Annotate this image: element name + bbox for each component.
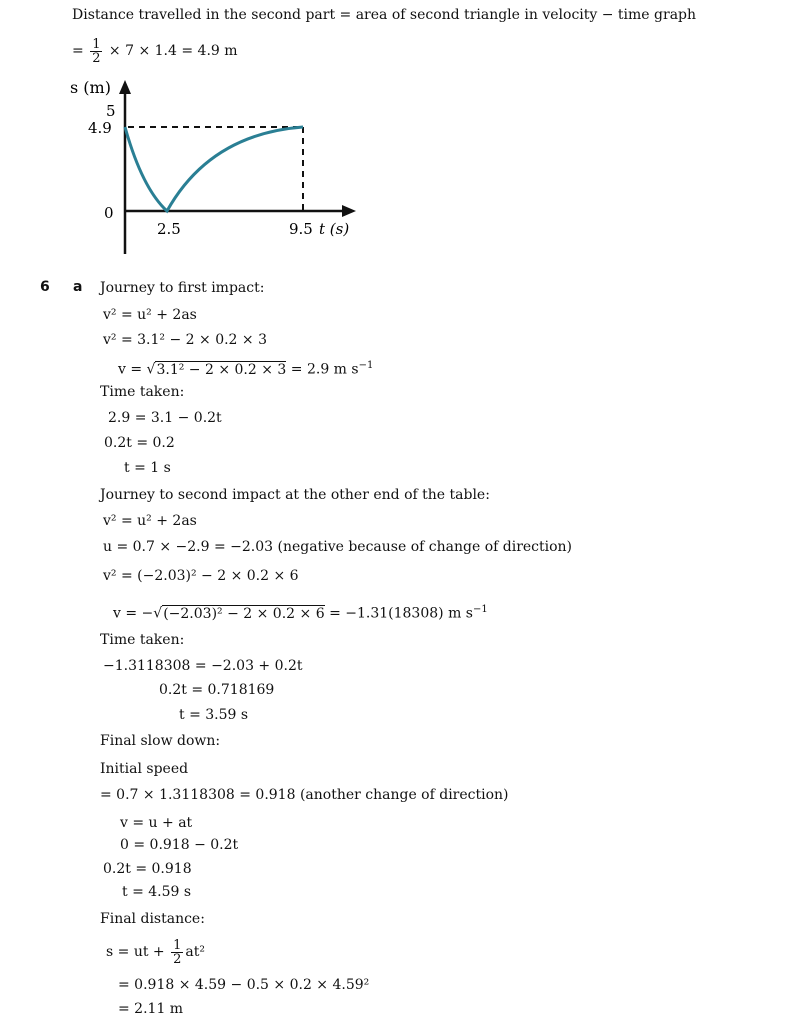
eq-s-formula <box>106 935 205 969</box>
journey-first-heading: Journey to first impact: <box>100 280 265 296</box>
final-slow-heading: Final slow down: <box>100 733 221 749</box>
eq-v2-general-1: v² = u² + 2as <box>103 307 197 323</box>
eq7-sup: −1 <box>472 604 488 615</box>
time-eq-1b: 0.2t = 0.2 <box>104 435 175 451</box>
eq-v2-general-2: v² = u² + 2as <box>103 513 197 529</box>
time-eq-1c: t = 1 s <box>124 460 171 476</box>
s-fraction <box>171 939 183 966</box>
time-taken-heading-2: Time taken: <box>100 632 185 648</box>
eq3-radicand: 3.1² − 2 × 0.2 × 3 <box>156 361 287 378</box>
eq3-post: = 2.9 m s <box>286 361 359 378</box>
time-eq-2c: t = 3.59 s <box>179 707 249 723</box>
y-axis-arrow <box>119 80 131 94</box>
intro-fraction <box>90 38 102 65</box>
x-axis-arrow <box>342 205 356 217</box>
eq-0-2t: 0.2t = 0.918 <box>103 861 192 877</box>
time-eq-2b: 0.2t = 0.718169 <box>159 682 275 698</box>
x-tick-2-5: 2.5 <box>157 220 181 238</box>
s-frac-num: 1 <box>173 937 182 953</box>
eq-zero: 0 = 0.918 − 0.2t <box>120 837 239 853</box>
time-eq-1a: 2.9 = 3.1 − 0.2t <box>108 410 222 426</box>
y-axis-label: s (m) <box>70 78 111 97</box>
journey-second-heading: Journey to second impact at the other end of the table: <box>100 487 490 503</box>
eq-s-values: = 0.918 × 4.59 − 0.5 × 0.2 × 4.59² <box>118 977 370 993</box>
displacement-curve <box>125 127 303 211</box>
initial-speed-heading: Initial speed <box>100 761 189 777</box>
intro-eq-rest: × 7 × 1.4 = 4.9 m <box>108 43 238 59</box>
eq-v-sqrt-2 <box>113 601 488 623</box>
eq3-pre: v = √ <box>118 361 156 378</box>
eq-v-sqrt-1 <box>118 357 373 379</box>
intro-frac-den: 2 <box>92 50 101 66</box>
distance-time-graph <box>60 76 380 256</box>
intro-frac-num: 1 <box>92 36 101 52</box>
eq7-pre: v = −√ <box>113 605 163 622</box>
s-pre: s = ut + <box>106 944 165 960</box>
final-distance-heading: Final distance: <box>100 911 205 927</box>
intro-eq-prefix: = <box>72 43 84 59</box>
eq-v-u-at: v = u + at <box>120 815 193 831</box>
initial-speed-eq: = 0.7 × 1.3118308 = 0.918 (another change of direction) <box>100 787 509 803</box>
intro-heading: Distance travelled in the second part = area of second triangle in velocity − time graph <box>72 7 697 23</box>
question-part: a <box>73 279 83 295</box>
x-tick-9-5: 9.5 <box>289 220 313 238</box>
eq7-post: = −1.31(18308) m s <box>324 605 473 622</box>
eq-v2-values-2: v² = (−2.03)² − 2 × 0.2 × 6 <box>103 568 299 584</box>
s-frac-den: 2 <box>173 951 182 967</box>
eq3-sup: −1 <box>358 360 374 371</box>
eq-v2-values-1: v² = 3.1² − 2 × 0.2 × 3 <box>103 332 268 348</box>
eq-t-final: t = 4.59 s <box>122 884 192 900</box>
intro-equation <box>72 36 238 66</box>
y-tick-0: 0 <box>104 204 114 222</box>
time-eq-2a: −1.3118308 = −2.03 + 0.2t <box>103 658 303 674</box>
eq-s-result: = 2.11 m <box>118 1001 184 1017</box>
y-tick-4-9: 4.9 <box>88 119 112 137</box>
eq7-radicand: (−2.03)² − 2 × 0.2 × 6 <box>163 605 325 622</box>
eq-u-value: u = 0.7 × −2.9 = −2.03 (negative because of change of direction) <box>103 539 573 555</box>
time-taken-heading-1: Time taken: <box>100 384 185 400</box>
s-post: at² <box>185 944 205 960</box>
question-number: 6 <box>40 279 50 295</box>
x-axis-label: t (s) <box>319 220 350 238</box>
y-tick-5: 5 <box>106 102 116 120</box>
